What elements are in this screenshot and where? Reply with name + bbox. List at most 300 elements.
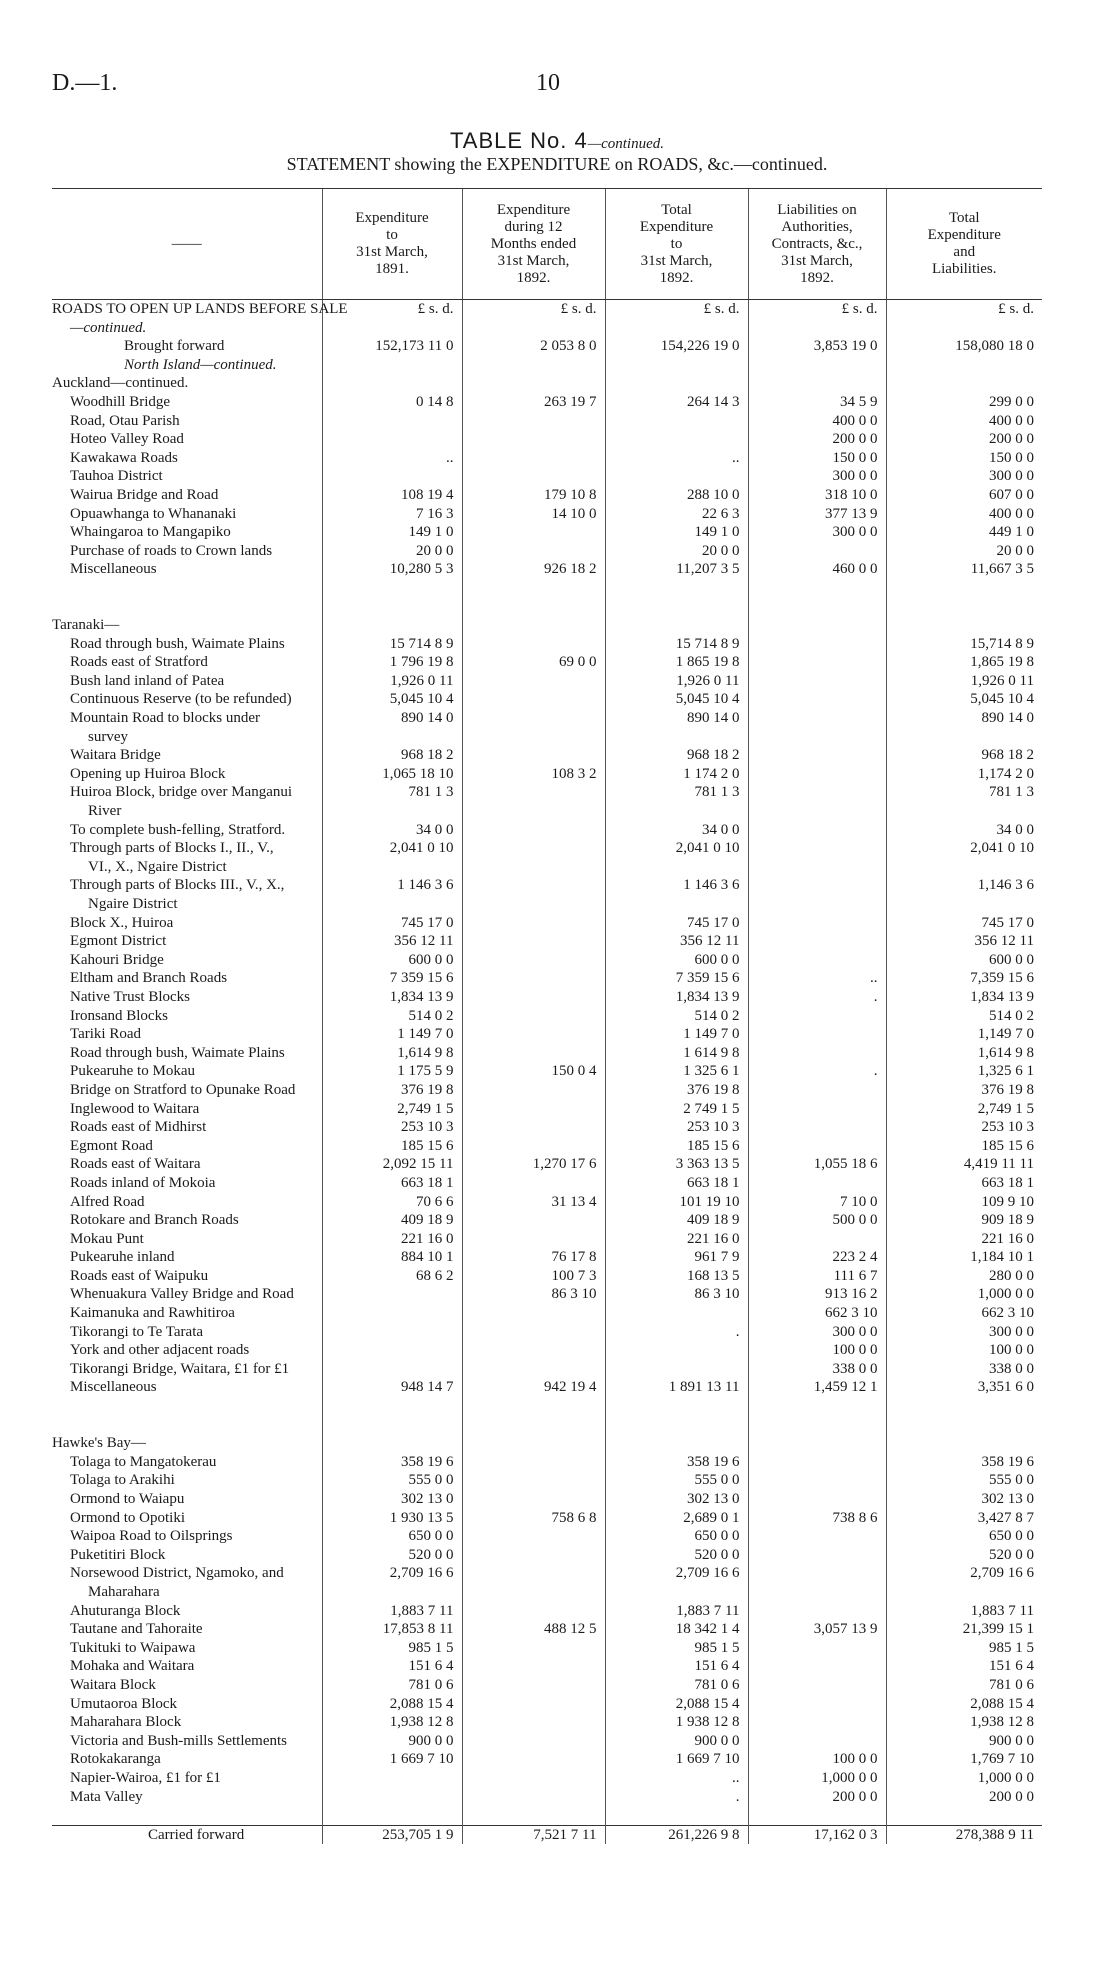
row-value-c5: 900 0 0 <box>886 1732 1042 1751</box>
row-label: York and other adjacent roads <box>70 1342 250 1359</box>
row-value-c4 <box>748 746 886 765</box>
table-row <box>52 709 1042 728</box>
row-label: Taranaki— <box>52 617 120 634</box>
table-row <box>52 579 1042 598</box>
row-value-c4: 7 10 0 <box>748 1193 886 1212</box>
row-label: To complete bush-felling, Stratford. <box>70 821 286 838</box>
row-value-c2 <box>462 412 605 431</box>
row-value-c2: 100 7 3 <box>462 1267 605 1286</box>
row-label: Tolaga to Mangatokerau <box>70 1453 217 1470</box>
table-row <box>52 1211 1042 1230</box>
row-value-c1: 1,938 12 8 <box>322 1713 462 1732</box>
row-value-c1: 2,088 15 4 <box>322 1695 462 1714</box>
row-label: Puketitiri Block <box>70 1546 166 1563</box>
row-label: Inglewood to Waitara <box>70 1100 200 1117</box>
row-value-c3 <box>605 598 748 617</box>
row-value-c4 <box>748 1397 886 1416</box>
row-value-c2 <box>462 1676 605 1695</box>
row-value-c5: 151 6 4 <box>886 1657 1042 1676</box>
row-value-c4: 3,853 19 0 <box>748 337 886 356</box>
row-value-c2 <box>462 1732 605 1751</box>
table-row <box>52 672 1042 691</box>
row-value-c5: 2,041 0 10 <box>886 839 1042 858</box>
row-value-c2 <box>462 914 605 933</box>
table-row <box>52 746 1042 765</box>
col-header-line: Expenditure <box>355 210 429 226</box>
row-value-c3: 5,045 10 4 <box>605 690 748 709</box>
row-value-c2 <box>462 449 605 468</box>
row-value-c4: £ s. d. <box>748 300 886 319</box>
row-value-c2 <box>462 467 605 486</box>
row-value-c3 <box>605 728 748 747</box>
row-value-c5: 15,714 8 9 <box>886 635 1042 654</box>
row-value-c4 <box>748 542 886 561</box>
row-label: Opuawhanga to Whananaki <box>70 505 237 522</box>
row-value-c3: 2,709 16 6 <box>605 1564 748 1583</box>
row-value-c5: £ s. d. <box>886 300 1042 319</box>
row-value-c2: 2 053 8 0 <box>462 337 605 356</box>
row-label: Bridge on Stratford to Opunake Road <box>70 1081 296 1098</box>
row-value-c1 <box>322 728 462 747</box>
row-value-c3: 1,883 7 11 <box>605 1602 748 1621</box>
col-header-line: during 12 <box>504 218 563 235</box>
row-value-c1 <box>322 1285 462 1304</box>
row-value-c4 <box>748 1602 886 1621</box>
table-row <box>52 486 1042 505</box>
row-value-c1: 5,045 10 4 <box>322 690 462 709</box>
table-row <box>52 1378 1042 1397</box>
row-value-c3 <box>605 579 748 598</box>
row-value-c1 <box>322 467 462 486</box>
row-label: Through parts of Blocks III., V., X., <box>70 877 285 894</box>
row-label: Mountain Road to blocks under <box>70 710 260 727</box>
row-value-c1: 2,749 1 5 <box>322 1100 462 1119</box>
row-value-c3: 168 13 5 <box>605 1267 748 1286</box>
row-value-c3: 1 149 7 0 <box>605 1025 748 1044</box>
row-label: Road through bush, Waimate Plains <box>70 635 285 652</box>
row-value-c3: 600 0 0 <box>605 951 748 970</box>
table-row <box>52 1323 1042 1342</box>
row-value-c2 <box>462 839 605 858</box>
row-value-c4: .. <box>748 969 886 988</box>
row-value-c5: 968 18 2 <box>886 746 1042 765</box>
row-value-c3: 961 7 9 <box>605 1248 748 1267</box>
row-value-c1 <box>322 374 462 393</box>
table-row <box>52 467 1042 486</box>
row-value-c5: 1,834 13 9 <box>886 988 1042 1007</box>
row-value-c1: 745 17 0 <box>322 914 462 933</box>
table-row <box>52 1546 1042 1565</box>
table-title-continued: —continued. <box>587 136 664 152</box>
row-label: Alfred Road <box>70 1193 145 1210</box>
row-value-c5 <box>886 1416 1042 1435</box>
row-value-c2 <box>462 356 605 375</box>
table-row <box>52 1304 1042 1323</box>
col-header-line: Total <box>661 201 692 218</box>
row-value-c5: 1,149 7 0 <box>886 1025 1042 1044</box>
row-value-c2 <box>462 1788 605 1807</box>
row-value-c2 <box>462 932 605 951</box>
row-value-c5: 200 0 0 <box>886 430 1042 449</box>
row-value-c5: 7,359 15 6 <box>886 969 1042 988</box>
col-header-line: Liabilities on <box>777 201 857 218</box>
row-value-c3 <box>605 356 748 375</box>
row-label: Mata Valley <box>70 1788 143 1805</box>
row-value-c5: 400 0 0 <box>886 412 1042 431</box>
row-value-c4 <box>748 858 886 877</box>
row-value-c1: 884 10 1 <box>322 1248 462 1267</box>
row-value-c5: 400 0 0 <box>886 505 1042 524</box>
col-header-line: to <box>386 227 398 243</box>
col-header-line: Liabilities. <box>931 261 997 277</box>
row-value-c5: 300 0 0 <box>886 1323 1042 1342</box>
row-value-c4 <box>748 653 886 672</box>
row-label: Tikorangi Bridge, Waitara, £1 for £1 <box>70 1360 290 1377</box>
row-value-c1: 358 19 6 <box>322 1453 462 1472</box>
row-value-c1: 514 0 2 <box>322 1007 462 1026</box>
row-value-c5: 299 0 0 <box>886 393 1042 412</box>
row-value-c4 <box>748 1471 886 1490</box>
row-value-c4 <box>748 1676 886 1695</box>
row-value-c5: 985 1 5 <box>886 1639 1042 1658</box>
row-value-c3: . <box>605 1788 748 1807</box>
table-row <box>52 988 1042 1007</box>
row-value-c4 <box>748 1025 886 1044</box>
row-value-c2 <box>462 1602 605 1621</box>
row-value-c4: 1,055 18 6 <box>748 1155 886 1174</box>
row-value-c4 <box>748 1174 886 1193</box>
row-value-c2 <box>462 1695 605 1714</box>
row-label: Continuous Reserve (to be refunded) <box>70 691 292 708</box>
row-value-c1: 15 714 8 9 <box>322 635 462 654</box>
row-value-c3: 1,926 0 11 <box>605 672 748 691</box>
row-value-c3: 7 359 15 6 <box>605 969 748 988</box>
row-value-c1: 149 1 0 <box>322 523 462 542</box>
row-value-c4 <box>748 802 886 821</box>
row-value-c4 <box>748 1732 886 1751</box>
row-value-c2: 488 12 5 <box>462 1620 605 1639</box>
row-value-c4 <box>748 709 886 728</box>
row-value-c1: 151 6 4 <box>322 1657 462 1676</box>
row-value-c4: 1,000 0 0 <box>748 1769 886 1788</box>
table-row <box>52 1434 1042 1453</box>
table-row <box>52 1602 1042 1621</box>
row-label: Ahuturanga Block <box>70 1602 181 1619</box>
row-value-c2 <box>462 1527 605 1546</box>
table-title <box>0 128 1114 154</box>
row-value-c5 <box>886 858 1042 877</box>
row-value-c5: 280 0 0 <box>886 1267 1042 1286</box>
row-value-c2 <box>462 1137 605 1156</box>
row-value-c4 <box>748 839 886 858</box>
table-row <box>52 1509 1042 1528</box>
row-value-c5: 1,174 2 0 <box>886 765 1042 784</box>
row-label: Wairua Bridge and Road <box>70 486 219 503</box>
row-value-c2 <box>462 616 605 635</box>
row-label: Roads east of Stratford <box>70 654 208 671</box>
row-value-c5: 185 15 6 <box>886 1137 1042 1156</box>
table-row <box>52 765 1042 784</box>
table-row <box>52 1564 1042 1583</box>
row-value-c3: . <box>605 1323 748 1342</box>
row-label: Waipoa Road to Oilsprings <box>70 1528 233 1545</box>
row-value-c4 <box>748 1583 886 1602</box>
row-value-c4 <box>748 932 886 951</box>
row-value-c1 <box>322 802 462 821</box>
row-value-c1: 948 14 7 <box>322 1378 462 1397</box>
table-row <box>52 839 1042 858</box>
row-value-c1: 1,614 9 8 <box>322 1044 462 1063</box>
row-value-c1 <box>322 356 462 375</box>
row-value-c1: 1,065 18 10 <box>322 765 462 784</box>
row-value-c1: 302 13 0 <box>322 1490 462 1509</box>
row-value-c1 <box>322 579 462 598</box>
row-value-c5 <box>886 1434 1042 1453</box>
row-value-c4: 200 0 0 <box>748 430 886 449</box>
row-value-c4 <box>748 690 886 709</box>
table-row <box>52 1416 1042 1435</box>
row-value-c3: 1 174 2 0 <box>605 765 748 784</box>
row-value-c5: 376 19 8 <box>886 1081 1042 1100</box>
row-value-c2: 179 10 8 <box>462 486 605 505</box>
row-value-c2 <box>462 635 605 654</box>
col-header-line: and <box>953 244 976 260</box>
row-value-c4 <box>748 765 886 784</box>
row-value-c1: 7 359 15 6 <box>322 969 462 988</box>
row-value-c5: 20 0 0 <box>886 542 1042 561</box>
row-value-c3: 968 18 2 <box>605 746 748 765</box>
row-value-c1: 1,926 0 11 <box>322 672 462 691</box>
row-value-c1: 409 18 9 <box>322 1211 462 1230</box>
row-value-c3: 520 0 0 <box>605 1546 748 1565</box>
row-value-c5 <box>886 1397 1042 1416</box>
row-value-c3: 2,689 0 1 <box>605 1509 748 1528</box>
row-value-c4 <box>748 1453 886 1472</box>
col-header-total-exp-liabilities <box>886 189 1042 300</box>
row-value-c2: 108 3 2 <box>462 765 605 784</box>
row-value-c2 <box>462 1490 605 1509</box>
row-value-c2 <box>462 523 605 542</box>
row-label: Kaimanuka and Rawhitiroa <box>70 1305 235 1322</box>
row-value-c1 <box>322 1434 462 1453</box>
table-row <box>52 1639 1042 1658</box>
row-value-c2 <box>462 783 605 802</box>
row-label: Rotokare and Branch Roads <box>70 1212 239 1229</box>
row-value-c1 <box>322 412 462 431</box>
table-row <box>52 523 1042 542</box>
row-value-c4: 318 10 0 <box>748 486 886 505</box>
table-row <box>52 598 1042 617</box>
table-row <box>52 1174 1042 1193</box>
row-value-c2 <box>462 1453 605 1472</box>
table-row <box>52 1695 1042 1714</box>
row-value-c2 <box>462 598 605 617</box>
row-value-c1 <box>322 1323 462 1342</box>
row-value-c3: 288 10 0 <box>605 486 748 505</box>
col-header-line: 31st March, <box>356 244 428 260</box>
row-value-c1: 1,834 13 9 <box>322 988 462 1007</box>
row-value-c5: 745 17 0 <box>886 914 1042 933</box>
row-label: North Island—continued. <box>124 356 277 373</box>
row-label: Rotokakaranga <box>70 1751 161 1768</box>
row-label: Victoria and Bush-mills Settlements <box>70 1732 287 1749</box>
table-row <box>52 951 1042 970</box>
col-header-line: 1892. <box>516 269 551 286</box>
row-label: Roads east of Midhirst <box>70 1119 207 1136</box>
row-value-c2 <box>462 1416 605 1435</box>
col-header-line: Expenditure <box>496 201 571 218</box>
row-value-c2 <box>462 1323 605 1342</box>
row-value-c1: 376 19 8 <box>322 1081 462 1100</box>
row-value-c1: 7 16 3 <box>322 505 462 524</box>
row-label: Kawakawa Roads <box>70 449 178 466</box>
table-row <box>52 1044 1042 1063</box>
row-value-c5: 650 0 0 <box>886 1527 1042 1546</box>
row-value-c2 <box>462 1806 605 1825</box>
row-label: Pukearuhe inland <box>70 1249 175 1266</box>
row-label: Egmont District <box>70 933 167 950</box>
row-value-c3: 663 18 1 <box>605 1174 748 1193</box>
row-value-c1: 1,883 7 11 <box>322 1602 462 1621</box>
row-value-c2 <box>462 1564 605 1583</box>
row-label: Norsewood District, Ngamoko, and <box>70 1565 284 1582</box>
row-value-c1 <box>322 1341 462 1360</box>
row-value-c5: 2,088 15 4 <box>886 1695 1042 1714</box>
row-value-c4 <box>748 1546 886 1565</box>
row-value-c3: 555 0 0 <box>605 1471 748 1490</box>
table-row <box>52 1769 1042 1788</box>
row-value-c5: 1,184 10 1 <box>886 1248 1042 1267</box>
row-label: Ironsand Blocks <box>70 1007 168 1024</box>
table-row <box>52 876 1042 895</box>
row-value-c4: 34 5 9 <box>748 393 886 412</box>
row-value-c3: 1 891 13 11 <box>605 1378 748 1397</box>
col-header-line: 31st March, <box>640 252 713 269</box>
row-value-c1: 1 175 5 9 <box>322 1062 462 1081</box>
row-value-c1: 2,041 0 10 <box>322 839 462 858</box>
row-value-c4: 400 0 0 <box>748 412 886 431</box>
row-value-c5: 21,399 15 1 <box>886 1620 1042 1639</box>
table-row <box>52 1062 1042 1081</box>
row-value-c5: 890 14 0 <box>886 709 1042 728</box>
row-value-c4 <box>748 728 886 747</box>
row-value-c5: 600 0 0 <box>886 951 1042 970</box>
row-value-c3 <box>605 467 748 486</box>
row-value-c2 <box>462 709 605 728</box>
row-value-c1: 70 6 6 <box>322 1193 462 1212</box>
row-value-c5: 2,709 16 6 <box>886 1564 1042 1583</box>
row-value-c3: 264 14 3 <box>605 393 748 412</box>
row-value-c4 <box>748 1806 886 1825</box>
row-value-c5: 1,938 12 8 <box>886 1713 1042 1732</box>
table-row <box>52 393 1042 412</box>
row-value-c2 <box>462 895 605 914</box>
row-value-c4: 200 0 0 <box>748 1788 886 1807</box>
row-value-c2 <box>462 1769 605 1788</box>
page-number: 10 <box>536 70 560 96</box>
row-label: Whenuakura Valley Bridge and Road <box>70 1286 294 1303</box>
row-value-c5: 1,883 7 11 <box>886 1602 1042 1621</box>
carried-forward-c4: 17,162 0 3 <box>748 1825 886 1844</box>
table-row <box>52 653 1042 672</box>
row-value-c4 <box>748 1657 886 1676</box>
col-header-total-exp-1892 <box>605 189 748 300</box>
row-value-c3: 1 614 9 8 <box>605 1044 748 1063</box>
row-value-c2 <box>462 579 605 598</box>
row-value-c5: 302 13 0 <box>886 1490 1042 1509</box>
row-label <box>52 1806 322 1825</box>
row-value-c4 <box>748 672 886 691</box>
table-row <box>52 356 1042 375</box>
header-row <box>52 189 1042 300</box>
col-header-line: 1891. <box>375 261 409 277</box>
row-value-c5: 514 0 2 <box>886 1007 1042 1026</box>
row-value-c5: 520 0 0 <box>886 1546 1042 1565</box>
table-row <box>52 1248 1042 1267</box>
row-value-c4 <box>748 1695 886 1714</box>
row-value-c3: 1 865 19 8 <box>605 653 748 672</box>
col-header-line: Contracts, &c., <box>771 235 863 252</box>
row-value-c3: 890 14 0 <box>605 709 748 728</box>
row-value-c2 <box>462 1230 605 1249</box>
row-value-c2 <box>462 1118 605 1137</box>
row-value-c3: 11,207 3 5 <box>605 560 748 579</box>
row-value-c4 <box>748 1527 886 1546</box>
row-value-c3: 185 15 6 <box>605 1137 748 1156</box>
row-value-c4 <box>748 876 886 895</box>
row-value-c4: 300 0 0 <box>748 1323 886 1342</box>
row-value-c4 <box>748 895 886 914</box>
table-row <box>52 430 1042 449</box>
row-label: Brought forward <box>124 338 225 355</box>
row-value-c4 <box>748 1137 886 1156</box>
row-value-c4: 460 0 0 <box>748 560 886 579</box>
row-label: Road through bush, Waimate Plains <box>70 1044 285 1061</box>
row-value-c4: 111 6 7 <box>748 1267 886 1286</box>
row-label: Maharahara Block <box>70 1714 182 1731</box>
row-value-c3: 358 19 6 <box>605 1453 748 1472</box>
row-value-c4: 223 2 4 <box>748 1248 886 1267</box>
row-value-c2 <box>462 1007 605 1026</box>
row-label: Auckland—continued. <box>52 375 189 392</box>
table-row <box>52 1360 1042 1379</box>
row-value-c1: 10,280 5 3 <box>322 560 462 579</box>
row-value-c3 <box>605 1360 748 1379</box>
row-label: Tariki Road <box>70 1026 142 1043</box>
row-value-c3: 86 3 10 <box>605 1285 748 1304</box>
row-value-c2 <box>462 746 605 765</box>
table-row <box>52 560 1042 579</box>
row-value-c1: 1 149 7 0 <box>322 1025 462 1044</box>
table-row <box>52 969 1042 988</box>
table-row <box>52 932 1042 951</box>
row-value-c1 <box>322 616 462 635</box>
table-row <box>52 412 1042 431</box>
row-value-c1: 2,092 15 11 <box>322 1155 462 1174</box>
row-value-c3: 15 714 8 9 <box>605 635 748 654</box>
row-label <box>52 598 322 617</box>
row-label: Tauhoa District <box>70 468 163 485</box>
row-value-c4 <box>748 1434 886 1453</box>
row-value-c5: 109 9 10 <box>886 1193 1042 1212</box>
row-value-c3 <box>605 616 748 635</box>
table-row <box>52 1527 1042 1546</box>
row-value-c4 <box>748 1639 886 1658</box>
row-value-c5: 253 10 3 <box>886 1118 1042 1137</box>
row-label: ROADS TO OPEN UP LANDS BEFORE SALE <box>52 301 348 317</box>
row-value-c3: 2,041 0 10 <box>605 839 748 858</box>
table-row <box>52 1732 1042 1751</box>
